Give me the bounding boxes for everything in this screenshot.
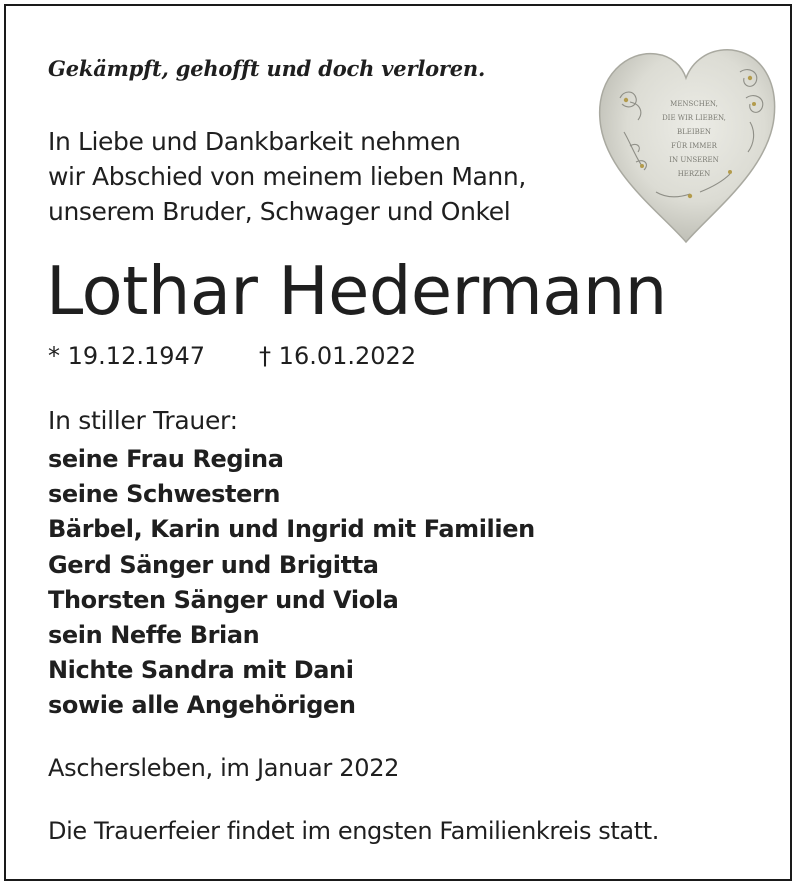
funeral-note: Die Trauerfeier findet im engsten Familienkreis statt. bbox=[48, 817, 659, 845]
svg-text:IN UNSEREN: IN UNSEREN bbox=[669, 156, 719, 164]
mourner-item: Gerd Sänger und Brigitta bbox=[48, 550, 379, 579]
mourner-item: Bärbel, Karin und Ingrid mit Familien bbox=[48, 515, 535, 544]
mourners-list bbox=[48, 442, 535, 724]
deceased-name: Lothar Hedermann bbox=[46, 252, 667, 330]
mourner-item: sein Neffe Brian bbox=[48, 621, 260, 650]
svg-text:MENSCHEN,: MENSCHEN, bbox=[670, 100, 718, 108]
birth-date: * 19.12.1947 bbox=[48, 342, 206, 370]
intro-line: unserem Bruder, Schwager und Onkel bbox=[48, 197, 511, 226]
death-date: † 16.01.2022 bbox=[259, 342, 417, 370]
svg-text:HERZEN: HERZEN bbox=[677, 170, 711, 178]
stone-heart-graphic bbox=[590, 42, 780, 248]
svg-text:FÜR IMMER: FÜR IMMER bbox=[671, 142, 717, 150]
svg-text:DIE WIR LIEBEN,: DIE WIR LIEBEN, bbox=[662, 114, 726, 122]
mourning-heading: In stiller Trauer: bbox=[48, 406, 238, 435]
mourner-item: sowie alle Angehörigen bbox=[48, 691, 356, 720]
mourner-item: seine Frau Regina bbox=[48, 445, 284, 473]
svg-text:BLEIBEN: BLEIBEN bbox=[676, 128, 712, 136]
mourner-item: Thorsten Sänger und Viola bbox=[48, 585, 399, 614]
intro-line: wir Abschied von meinem lieben Mann, bbox=[48, 162, 526, 191]
life-dates bbox=[48, 339, 416, 373]
stone-heart-icon bbox=[590, 42, 780, 248]
mourner-item: Nichte Sandra mit Dani bbox=[48, 656, 354, 685]
intro-text bbox=[48, 124, 526, 229]
motto-line: Gekämpft, gehofft und doch verloren. bbox=[48, 56, 486, 81]
intro-line: In Liebe und Dankbarkeit nehmen bbox=[48, 127, 461, 156]
place-and-date: Aschersleben, im Januar 2022 bbox=[48, 754, 400, 782]
obituary-notice bbox=[4, 4, 792, 881]
mourner-item: seine Schwestern bbox=[48, 480, 281, 509]
